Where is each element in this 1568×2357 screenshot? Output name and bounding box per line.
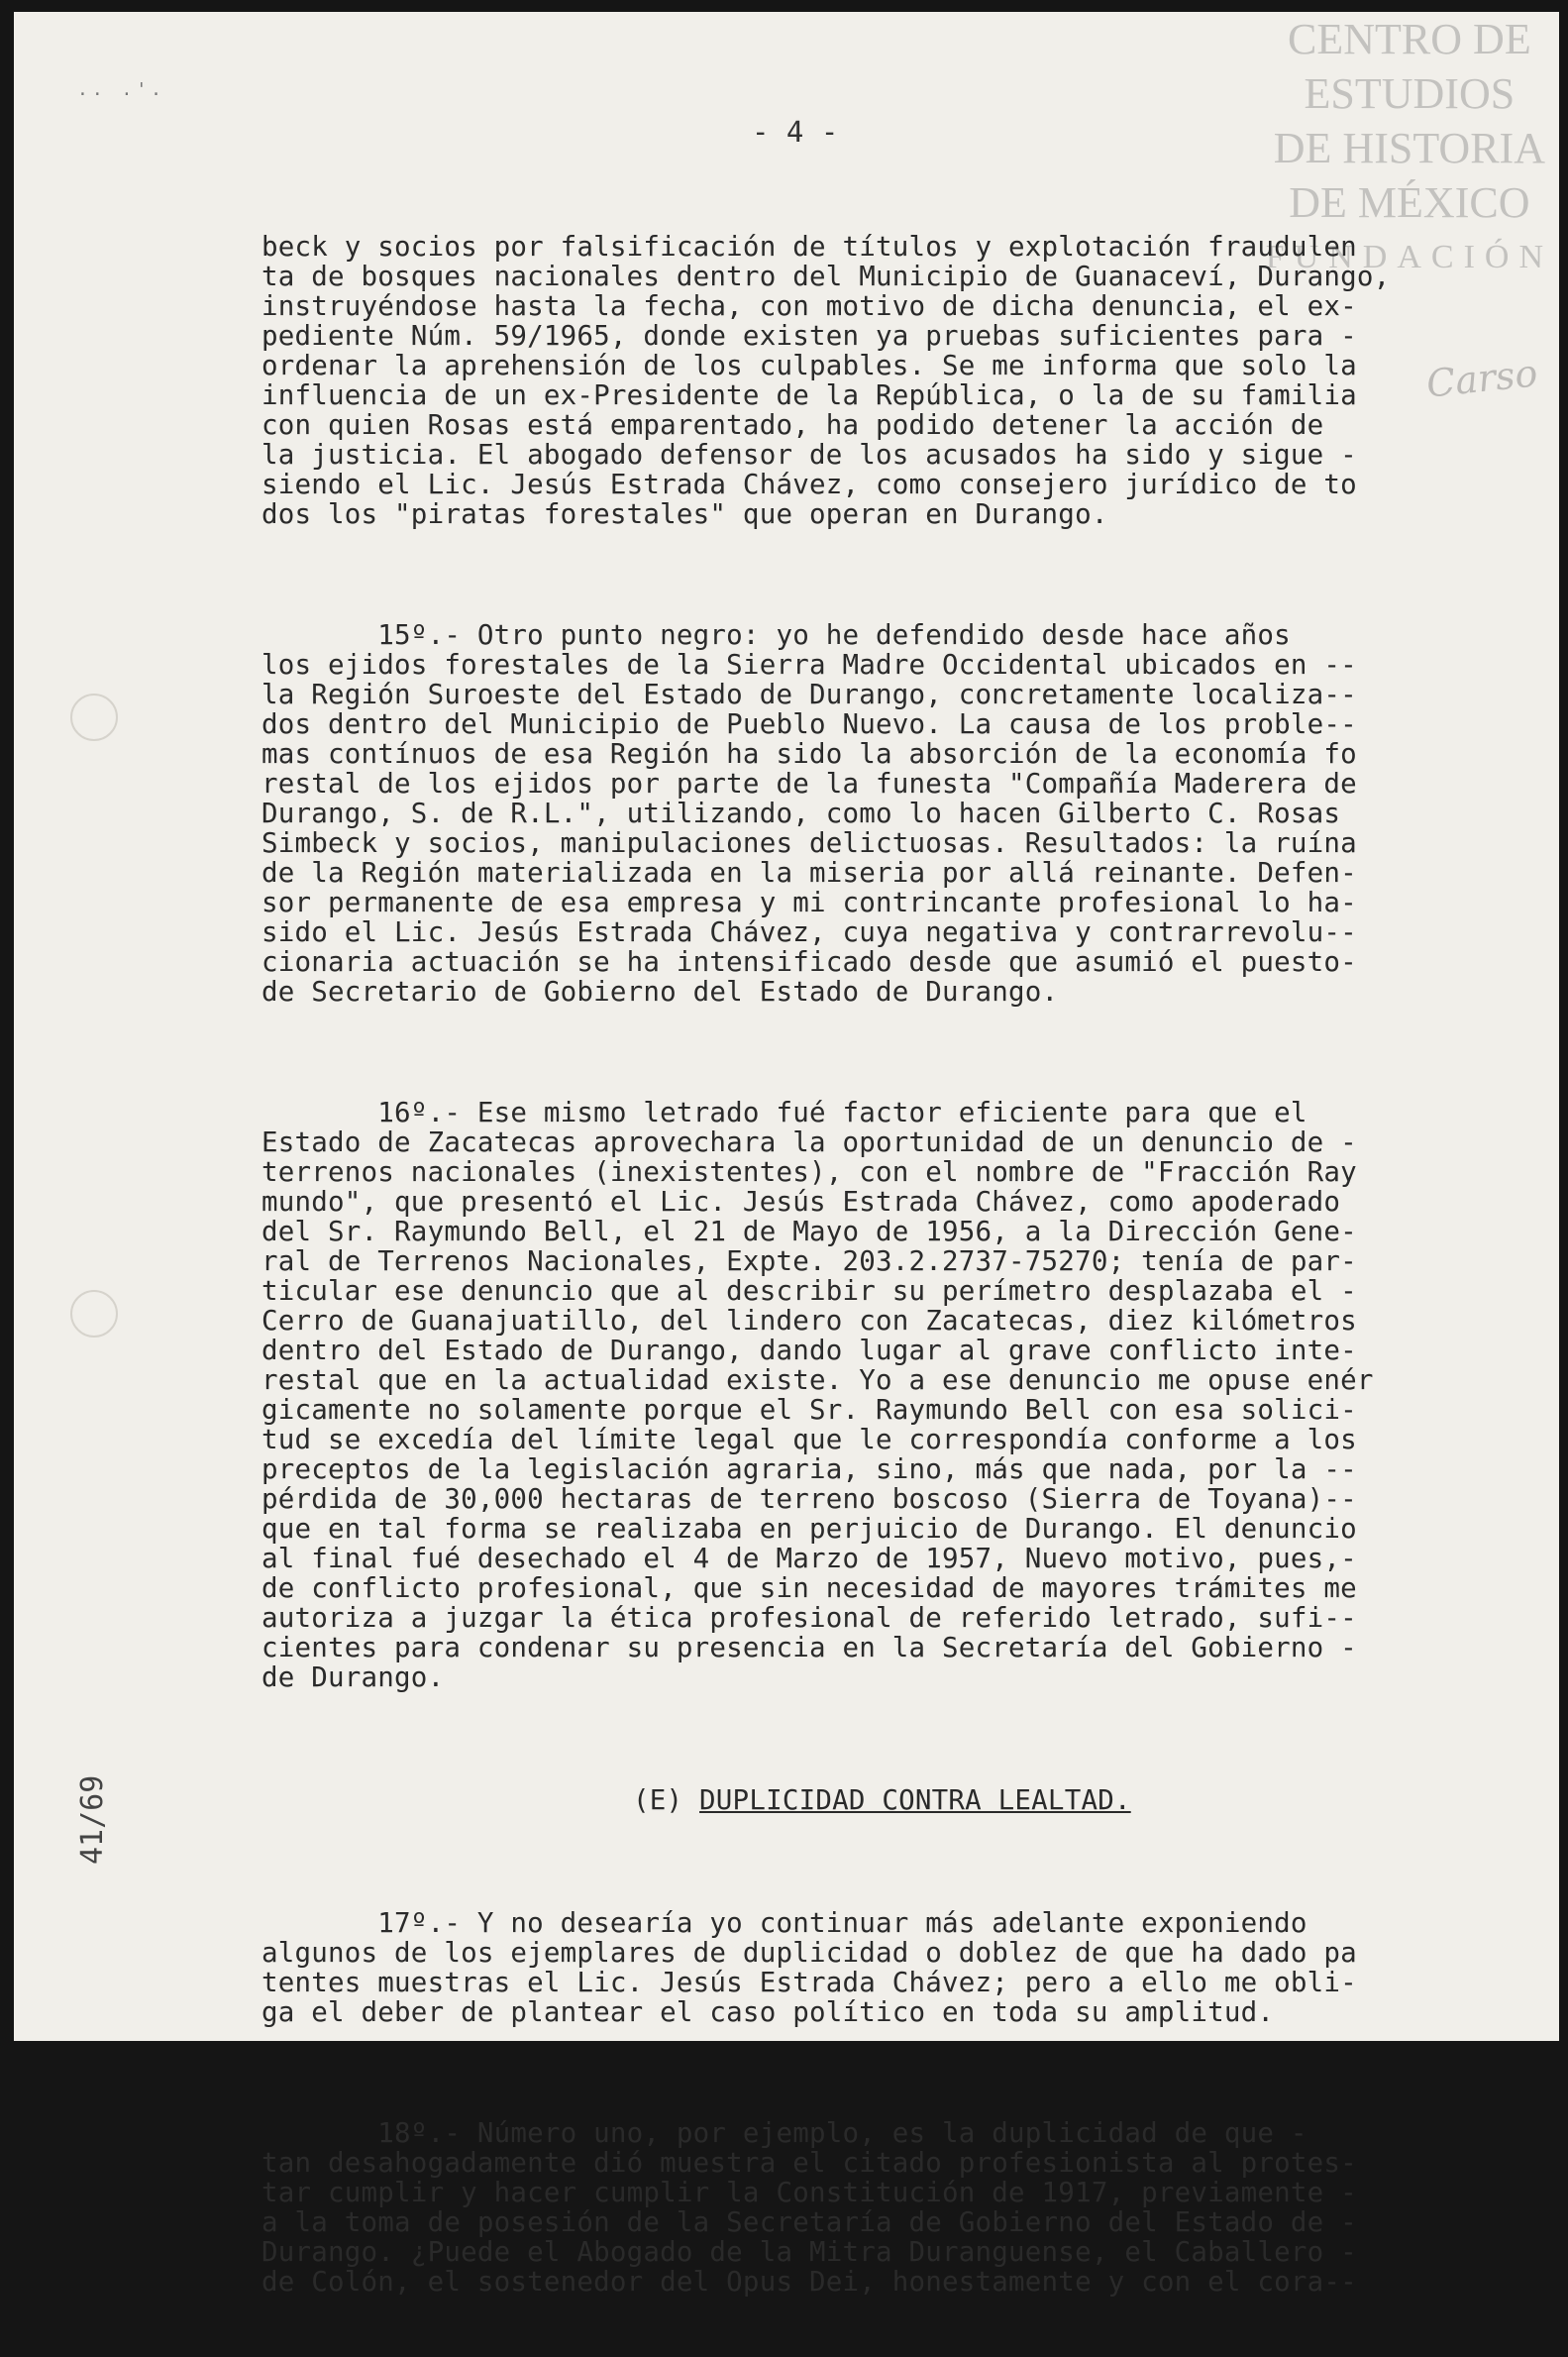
text-line: pérdida de 30,000 hectaras de terreno boscoso (Sierra de Toyana)-- [261, 1483, 1357, 1515]
watermark-line: CENTRO DE [1288, 15, 1531, 63]
text-line: Simbeck y socios, manipulaciones delictuosas. Resultados: la ruína [261, 827, 1357, 859]
paragraph [261, 232, 1519, 529]
text-line: de conflicto profesional, que sin necesidad de mayores trámites me [261, 1572, 1357, 1604]
text-line: con quien Rosas está emparentado, ha podido detener la acción de [261, 409, 1324, 441]
text-line: Durango. ¿Puede el Abogado de la Mitra Duranguense, el Caballero - [261, 2236, 1357, 2268]
text-line: ta de bosques nacionales dentro del Municipio de Guanaceví, Durango, [261, 261, 1391, 292]
section-heading [261, 1785, 1519, 1815]
watermark-sub: FUNDACIÓN [1265, 239, 1553, 275]
heading-label: (E) [633, 1784, 683, 1816]
text-line: la justicia. El abogado defensor de los acusados ha sido y sigue - [261, 439, 1357, 471]
paragraph [261, 2118, 1519, 2297]
watermark-line: DE MÉXICO [1289, 178, 1530, 227]
text-line: sido el Lic. Jesús Estrada Chávez, cuya negativa y contrarrevolu-- [261, 916, 1357, 948]
page-number: - 4 - [752, 115, 839, 149]
heading-title: DUPLICIDAD CONTRA LEALTAD. [699, 1784, 1131, 1816]
corner-marks: .. .'. [77, 79, 166, 100]
text-line: mundo", que presentó el Lic. Jesús Estrada Chávez, como apoderado [261, 1186, 1341, 1218]
paragraph [261, 620, 1519, 1007]
text-line: restal de los ejidos por parte de la funesta "Compañía Maderera de [261, 768, 1357, 800]
text-line: dos dentro del Municipio de Pueblo Nuevo. La causa de los proble-- [261, 708, 1357, 740]
text-line: dos los "piratas forestales" que operan en Durango. [261, 498, 1108, 530]
text-line: cionaria actuación se ha intensificado desde que asumió el puesto- [261, 946, 1357, 978]
paragraph [261, 1908, 1519, 2027]
watermark-line: DE HISTORIA [1273, 124, 1545, 172]
text-line: algunos de los ejemplares de duplicidad o doblez de que ha dado pa [261, 1937, 1357, 1969]
text-line: preceptos de la legislación agraria, sino, más que nada, por la -- [261, 1453, 1357, 1485]
text-line: gicamente no solamente porque el Sr. Raymundo Bell con esa solici- [261, 1394, 1357, 1426]
text-line: tentes muestras el Lic. Jesús Estrada Chávez; pero a ello me obli- [261, 1967, 1357, 1998]
text-line: tan desahogadamente dió muestra el citado profesionista al protes- [261, 2147, 1357, 2179]
text-line: Cerro de Guanajuatillo, del lindero con Zacatecas, diez kilómetros [261, 1305, 1357, 1337]
text-line: a la toma de posesión de la Secretaría de Gobierno del Estado de - [261, 2206, 1357, 2238]
text-line: tud se excedía del límite legal que le correspondía conforme a los [261, 1424, 1357, 1455]
text-line: de Durango. [261, 1661, 445, 1693]
watermark-line: ESTUDIOS [1304, 69, 1516, 118]
text-line: cientes para condenar su presencia en la Secretaría del Gobierno - [261, 1632, 1357, 1663]
text-line: 17º.- Y no desearía yo continuar más adelante exponiendo [261, 1907, 1307, 1939]
text-line: autoriza a juzgar la ética profesional de referido letrado, sufi-- [261, 1602, 1357, 1634]
text-line: mas contínuos de esa Región ha sido la absorción de la economía fo [261, 738, 1357, 770]
text-line: sor permanente de esa empresa y mi contrincante profesional lo ha- [261, 887, 1357, 918]
text-line: 15º.- Otro punto negro: yo he defendido desde hace años [261, 619, 1291, 651]
text-line: ticular ese denuncio que al describir su perímetro desplazaba el - [261, 1275, 1357, 1307]
watermark-signature: Carso [1423, 351, 1539, 406]
text-line: restal que en la actualidad existe. Yo a ese denuncio me opuse enér [261, 1364, 1374, 1396]
body-text [261, 172, 1519, 2356]
text-line: del Sr. Raymundo Bell, el 21 de Mayo de 1956, a la Dirección Gene- [261, 1216, 1357, 1247]
text-line: los ejidos forestales de la Sierra Madre Occidental ubicados en -- [261, 649, 1357, 681]
text-line: ordenar la aprehensión de los culpables. Se me informa que solo la [261, 350, 1357, 381]
text-line: terrenos nacionales (inexistentes), con el nombre de "Fracción Ray [261, 1156, 1357, 1188]
text-line: 18º.- Número uno, por ejemplo, es la duplicidad de que - [261, 2117, 1307, 2149]
text-line: beck y socios por falsificación de títulos y explotación fraudulen [261, 231, 1357, 263]
text-line: de Colón, el sostenedor del Opus Dei, honestamente y con el cora-- [261, 2266, 1357, 2298]
paragraph [261, 1098, 1519, 1692]
text-line: tar cumplir y hacer cumplir la Constitución de 1917, previamente - [261, 2177, 1357, 2208]
text-line: ral de Terrenos Nacionales, Expte. 203.2.2737-75270; tenía de par- [261, 1245, 1357, 1277]
text-line: de la Región materializada en la miseria por allá reinante. Defen- [261, 857, 1357, 889]
punch-hole [70, 1290, 118, 1338]
text-line: siendo el Lic. Jesús Estrada Chávez, como consejero jurídico de to [261, 469, 1357, 500]
document-page [14, 12, 1559, 2298]
text-line: influencia de un ex-Presidente de la República, o la de su familia [261, 379, 1357, 411]
text-line: Durango, S. de R.L.", utilizando, como lo hacen Gilberto C. Rosas [261, 798, 1341, 829]
text-line: pediente Núm. 59/1965, donde existen ya pruebas suficientes para - [261, 320, 1357, 352]
filing-number: 41/69 [75, 1774, 110, 1865]
text-line: dentro del Estado de Durango, dando lugar al grave conflicto inte- [261, 1335, 1357, 1366]
text-line: Estado de Zacatecas aprovechara la oportunidad de un denuncio de - [261, 1126, 1357, 1158]
punch-hole [70, 694, 118, 741]
text-line: 16º.- Ese mismo letrado fué factor eficiente para que el [261, 1097, 1307, 1128]
text-line: de Secretario de Gobierno del Estado de Durango. [261, 976, 1059, 1008]
text-line: la Región Suroeste del Estado de Durango, concretamente localiza-- [261, 679, 1357, 710]
text-line: instruyéndose hasta la fecha, con motivo de dicha denuncia, el ex- [261, 290, 1357, 322]
text-line: que en tal forma se realizaba en perjuicio de Durango. El denuncio [261, 1513, 1357, 1545]
text-line: al final fué desechado el 4 de Marzo de 1957, Nuevo motivo, pues,- [261, 1543, 1357, 1574]
text-line: ga el deber de plantear el caso político en toda su amplitud. [261, 1996, 1275, 2028]
